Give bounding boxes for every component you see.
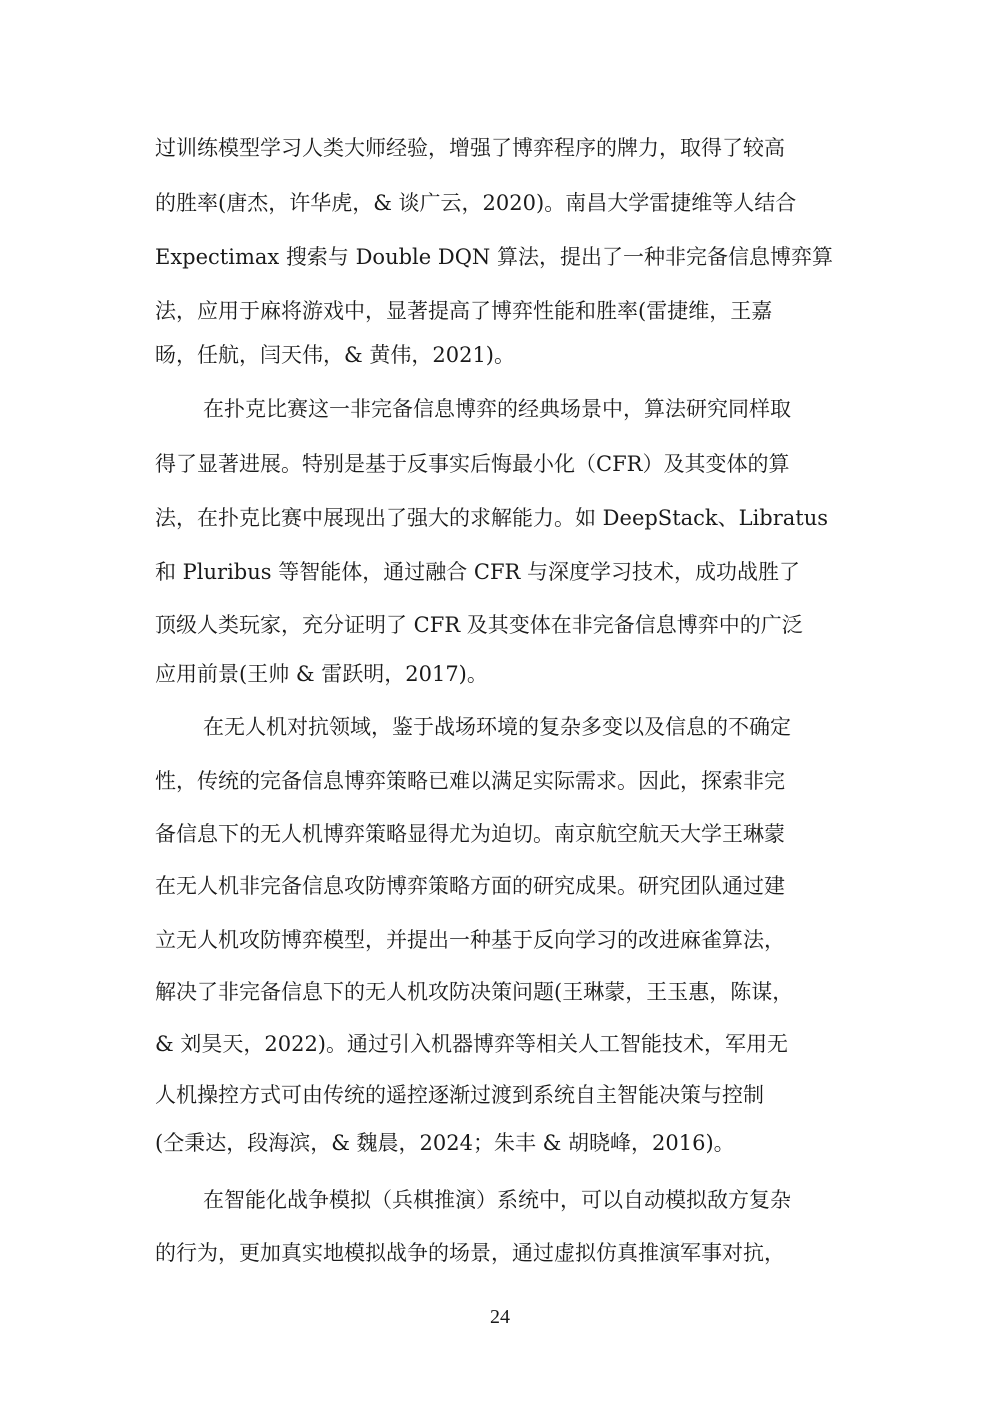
text-line: 立无人机攻防博弈模型，并提出一种基于反向学习的改进麻雀算法，: [155, 928, 785, 952]
text-line: 旸，任航，闫天伟，& 黄伟，2021)。: [155, 343, 516, 367]
paragraph-first-line: 在智能化战争模拟（兵棋推演）系统中，可以自动模拟敌方复杂: [203, 1188, 791, 1212]
text-line: 顶级人类玩家，充分证明了 CFR 及其变体在非完备信息博弈中的广泛: [155, 613, 803, 637]
page-number: 24: [490, 1306, 510, 1328]
text-line: 法，应用于麻将游戏中，显著提高了博弈性能和胜率(雷捷维，王嘉: [155, 299, 773, 323]
text-line: 的行为，更加真实地模拟战争的场景，通过虚拟仿真推演军事对抗，: [155, 1241, 785, 1265]
text-line: & 刘昊天，2022)。通过引入机器博弈等相关人工智能技术，军用无: [155, 1032, 789, 1056]
text-line: 备信息下的无人机博弈策略显得尤为迫切。南京航空航天大学王琳蒙: [155, 822, 785, 846]
text-line: 人机操控方式可由传统的遥控逐渐过渡到系统自主智能决策与控制: [155, 1083, 764, 1107]
text-line: 法，在扑克比赛中展现出了强大的求解能力。如 DeepStack、Libratus: [155, 506, 829, 530]
text-line: 在无人机非完备信息攻防博弈策略方面的研究成果。研究团队通过建: [155, 874, 785, 898]
paragraph-first-line: 在无人机对抗领域，鉴于战场环境的复杂多变以及信息的不确定: [203, 715, 791, 739]
text-line: 性，传统的完备信息博弈策略已难以满足实际需求。因此，探索非完: [155, 769, 785, 793]
text-line: 解决了非完备信息下的无人机攻防决策问题(王琳蒙，王玉惠，陈谋，: [155, 980, 794, 1004]
text-line: 得了显著进展。特别是基于反事实后悔最小化（CFR）及其变体的算: [155, 452, 790, 476]
paragraph-first-line: 在扑克比赛这一非完备信息博弈的经典场景中，算法研究同样取: [203, 397, 791, 421]
text-line: 和 Pluribus 等智能体，通过融合 CFR 与深度学习技术，成功战胜了: [155, 560, 801, 584]
text-line: 应用前景(王帅 & 雷跃明，2017)。: [155, 662, 488, 686]
text-line: Expectimax 搜索与 Double DQN 算法，提出了一种非完备信息博弈算: [155, 245, 833, 269]
text-line: (仝秉达，段海滨，& 魏晨，2024；朱丰 & 胡晓峰，2016)。: [155, 1131, 735, 1155]
text-line: 的胜率(唐杰，许华虎，& 谈广云，2020)。南昌大学雷捷维等人结合: [155, 191, 797, 215]
text-line: 过训练模型学习人类大师经验，增强了博弈程序的牌力，取得了较高: [155, 136, 785, 160]
